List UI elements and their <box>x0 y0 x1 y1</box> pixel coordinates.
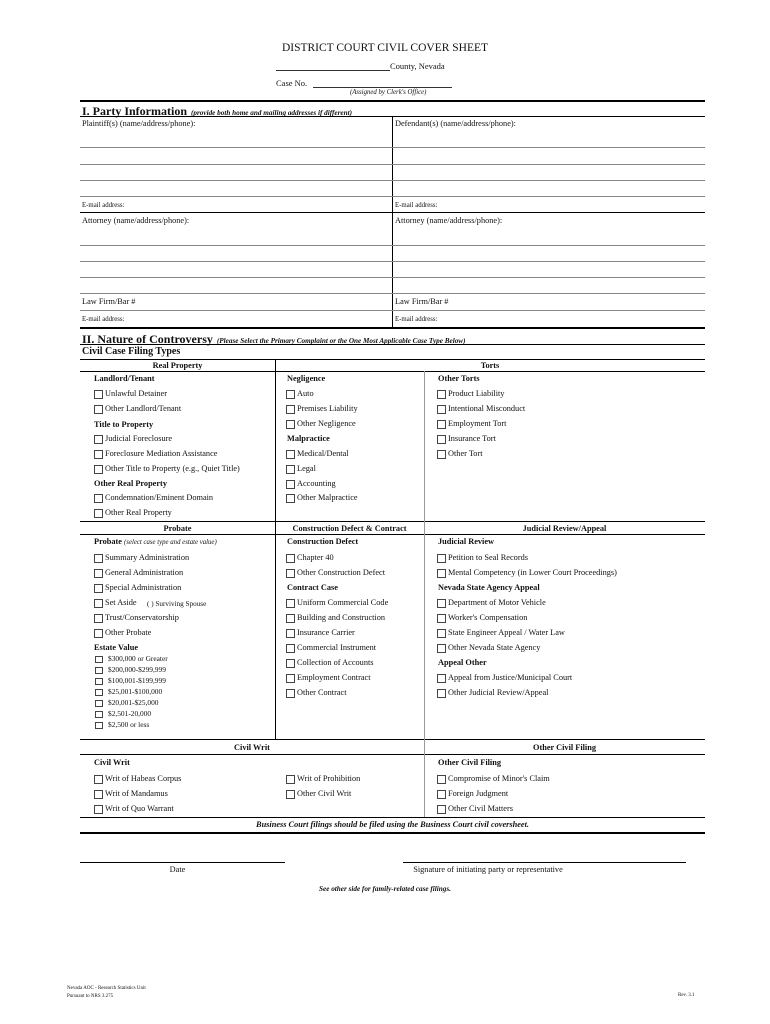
other-torts-header: Other Torts <box>438 374 480 383</box>
other-construction-checkbox[interactable] <box>286 569 295 578</box>
unlawful-detainer-checkbox[interactable] <box>94 390 103 399</box>
plaintiff-attorney-label: Attorney (name/address/phone): <box>82 216 190 225</box>
defendant-attorney-email-label: E-mail address: <box>395 316 438 323</box>
insurance-carrier-label: Insurance Carrier <box>297 628 355 637</box>
construction-header: Construction Defect & Contract <box>292 524 407 533</box>
attorney-line-3[interactable] <box>80 277 705 278</box>
building-construction-checkbox[interactable] <box>286 614 295 623</box>
probate-subheader: Probate (select case type and estate value) <box>94 537 217 546</box>
other-nv-agency-label: Other Nevada State Agency <box>448 643 541 652</box>
plaintiff-line-3[interactable] <box>80 180 705 181</box>
nv-agency-appeal-header: Nevada State Agency Appeal <box>438 583 540 592</box>
other-negligence-label: Other Negligence <box>297 419 356 428</box>
attorney-line-4[interactable] <box>80 293 705 294</box>
civil-writ-header: Civil Writ <box>234 743 270 752</box>
compromise-minor-checkbox[interactable] <box>437 775 446 784</box>
compromise-minor-label: Compromise of Minor's Claim <box>448 774 550 783</box>
trust-conservatorship-checkbox[interactable] <box>94 614 103 623</box>
other-landlord-checkbox[interactable] <box>94 405 103 414</box>
intentional-misconduct-checkbox[interactable] <box>437 405 446 414</box>
special-admin-checkbox[interactable] <box>94 584 103 593</box>
other-real-property-label: Other Real Property <box>105 508 172 517</box>
mental-competency-checkbox[interactable] <box>437 569 446 578</box>
other-civil-writ-label: Other Civil Writ <box>297 789 352 798</box>
chapter-40-checkbox[interactable] <box>286 554 295 563</box>
workers-comp-checkbox[interactable] <box>437 614 446 623</box>
dmv-label: Department of Motor Vehicle <box>448 598 546 607</box>
foreign-judgment-label: Foreign Judgment <box>448 789 509 798</box>
other-tort-label: Other Tort <box>448 449 483 458</box>
plaintiff-email-label: E-mail address: <box>82 202 125 209</box>
set-aside-label: Set Aside <box>105 598 137 607</box>
mandamus-checkbox[interactable] <box>94 790 103 799</box>
condemnation-checkbox[interactable] <box>94 494 103 503</box>
accounting-checkbox[interactable] <box>286 480 295 489</box>
petition-seal-checkbox[interactable] <box>437 554 446 563</box>
malpractice-header: Malpractice <box>287 434 330 443</box>
other-civil-filing-subheader: Other Civil Filing <box>438 758 501 767</box>
county-field[interactable] <box>276 70 390 71</box>
estate-value-label: $20,001-$25,000 <box>108 698 159 707</box>
condemnation-label: Condemnation/Eminent Domain <box>105 493 214 502</box>
business-court-note: Business Court filings should be filed using the Business Court civil coversheet. <box>256 820 529 829</box>
mandamus-label: Writ of Mandamus <box>105 789 168 798</box>
attorney-line-1[interactable] <box>80 245 705 246</box>
torts-header: Torts <box>480 361 500 370</box>
other-construction-label: Other Construction Defect <box>297 568 386 577</box>
employment-tort-label: Employment Tort <box>448 419 507 428</box>
employment-contract-checkbox[interactable] <box>286 674 295 683</box>
footer-left-line2: Pursuant to NRS 3.275 <box>67 994 114 999</box>
judicial-review-header: Judicial Review/Appeal <box>522 524 607 533</box>
foreclosure-mediation-label: Foreclosure Mediation Assistance <box>105 449 218 458</box>
estate-value-label: $2,501-20,000 <box>108 709 152 718</box>
premises-liability-checkbox[interactable] <box>286 405 295 414</box>
auto-label: Auto <box>297 389 314 398</box>
plaintiff-attorney-email-label: E-mail address: <box>82 316 125 323</box>
insurance-tort-checkbox[interactable] <box>437 435 446 444</box>
estate-value-header: Estate Value <box>94 643 139 652</box>
plaintiff-lawfirm-label: Law Firm/Bar # <box>82 297 136 306</box>
assigned-note: (Assigned by Clerk's Office) <box>350 89 427 96</box>
habeas-label: Writ of Habeas Corpus <box>105 774 182 783</box>
accounting-label: Accounting <box>297 479 336 488</box>
estate-value-label: $300,000 or Greater <box>108 654 168 663</box>
plaintiff-line-2[interactable] <box>80 164 705 165</box>
attorney-line-2[interactable] <box>80 261 705 262</box>
estate-value-label: $200,000-$299,999 <box>108 665 166 674</box>
dmv-checkbox[interactable] <box>437 599 446 608</box>
estate-value-checkbox[interactable] <box>95 656 103 663</box>
quo-warranto-label: Writ of Quo Warrant <box>105 804 174 813</box>
contract-case-header: Contract Case <box>287 583 338 592</box>
date-label: Date <box>169 865 186 874</box>
insurance-carrier-checkbox[interactable] <box>286 629 295 638</box>
probate-header: Probate <box>163 524 192 533</box>
other-malpractice-checkbox[interactable] <box>286 494 295 503</box>
other-nv-agency-checkbox[interactable] <box>437 644 446 653</box>
state-engineer-label: State Engineer Appeal / Water Law <box>448 628 565 637</box>
real-property-header: Real Property <box>152 361 203 370</box>
defendant-lawfirm-label: Law Firm/Bar # <box>395 297 449 306</box>
nature-heading: II. Nature of Controversy (Please Select the Primary Complaint or the One Most Applicable Case Type Below) <box>82 332 466 346</box>
estate-value-checkbox[interactable] <box>95 722 103 729</box>
state-engineer-checkbox[interactable] <box>437 629 446 638</box>
title-to-property-header: Title to Property <box>94 420 154 429</box>
estate-value-label: $25,001-$100,000 <box>108 687 163 696</box>
other-title-label: Other Title to Property (e.g., Quiet Title) <box>105 464 240 473</box>
unlawful-detainer-label: Unlawful Detainer <box>105 389 167 398</box>
construction-defect-header: Construction Defect <box>287 537 359 546</box>
other-judicial-review-checkbox[interactable] <box>437 689 446 698</box>
foreclosure-mediation-checkbox[interactable] <box>94 450 103 459</box>
quo-warranto-checkbox[interactable] <box>94 805 103 814</box>
landlord-tenant-header: Landlord/Tenant <box>94 374 155 383</box>
prohibition-label: Writ of Prohibition <box>297 774 361 783</box>
defendant-attorney-label: Attorney (name/address/phone): <box>395 216 503 225</box>
signature-field[interactable] <box>403 862 686 863</box>
estate-value-label: $2,500 or less <box>108 720 150 729</box>
other-contract-label: Other Contract <box>297 688 347 697</box>
other-civil-matters-label: Other Civil Matters <box>448 804 513 813</box>
intentional-misconduct-label: Intentional Misconduct <box>448 404 526 413</box>
plaintiff-label: Plaintiff(s) (name/address/phone): <box>82 119 196 128</box>
commercial-instrument-checkbox[interactable] <box>286 644 295 653</box>
form-title: DISTRICT COURT CIVIL COVER SHEET <box>281 42 489 54</box>
party-info-heading: I. Party Information (provide both home and mailing addresses if different) <box>82 104 352 118</box>
negligence-header: Negligence <box>287 374 326 383</box>
estate-value-checkbox[interactable] <box>95 678 103 685</box>
defendant-email-label: E-mail address: <box>395 202 438 209</box>
insurance-tort-label: Insurance Tort <box>448 434 496 443</box>
set-aside-checkbox[interactable] <box>94 599 103 608</box>
judicial-foreclosure-checkbox[interactable] <box>94 435 103 444</box>
defendant-label: Defendant(s) (name/address/phone): <box>395 119 516 128</box>
collection-accounts-checkbox[interactable] <box>286 659 295 668</box>
ucc-checkbox[interactable] <box>286 599 295 608</box>
signature-label: Signature of initiating party or representative <box>413 865 563 874</box>
surviving-spouse-label: ( ) Surviving Spouse <box>147 600 207 608</box>
other-civil-filing-header: Other Civil Filing <box>533 743 596 752</box>
collection-accounts-label: Collection of Accounts <box>297 658 374 667</box>
estate-value-checkbox[interactable] <box>95 700 103 707</box>
other-real-property-header: Other Real Property <box>94 479 167 488</box>
special-admin-label: Special Administration <box>105 583 182 592</box>
ucc-label: Uniform Commercial Code <box>297 598 389 607</box>
other-title-checkbox[interactable] <box>94 465 103 474</box>
case-no-label: Case No. <box>276 78 308 88</box>
other-civil-matters-checkbox[interactable] <box>437 805 446 814</box>
auto-checkbox[interactable] <box>286 390 295 399</box>
other-negligence-checkbox[interactable] <box>286 420 295 429</box>
petition-seal-label: Petition to Seal Records <box>448 553 528 562</box>
judicial-review-subheader: Judicial Review <box>438 537 494 546</box>
summary-admin-checkbox[interactable] <box>94 554 103 563</box>
habeas-checkbox[interactable] <box>94 775 103 784</box>
date-field[interactable] <box>80 862 285 863</box>
premises-liability-label: Premises Liability <box>297 404 358 413</box>
chapter-40-label: Chapter 40 <box>297 553 334 562</box>
mental-competency-label: Mental Competency (in Lower Court Proceedings) <box>448 568 617 577</box>
appeal-justice-label: Appeal from Justice/Municipal Court <box>448 673 573 682</box>
general-admin-label: General Administration <box>105 568 184 577</box>
other-malpractice-label: Other Malpractice <box>297 493 358 502</box>
other-tort-checkbox[interactable] <box>437 450 446 459</box>
other-contract-checkbox[interactable] <box>286 689 295 698</box>
estate-value-checkbox[interactable] <box>95 667 103 674</box>
employment-contract-label: Employment Contract <box>297 673 371 682</box>
estate-value-checkbox[interactable] <box>95 711 103 718</box>
product-liability-checkbox[interactable] <box>437 390 446 399</box>
footer-rev: Rev. 3.1 <box>678 993 695 998</box>
footer-left-line1: Nevada AOC - Research Statistics Unit <box>67 986 146 991</box>
plaintiff-line-1[interactable] <box>80 147 705 148</box>
appeal-other-header: Appeal Other <box>438 658 487 667</box>
legal-checkbox[interactable] <box>286 465 295 474</box>
medical-dental-checkbox[interactable] <box>286 450 295 459</box>
estate-value-label: $100,001-$199,999 <box>108 676 166 685</box>
other-probate-label: Other Probate <box>105 628 152 637</box>
foreign-judgment-checkbox[interactable] <box>437 790 446 799</box>
see-other-side-note: See other side for family-related case filings. <box>319 885 451 893</box>
summary-admin-label: Summary Administration <box>105 553 190 562</box>
appeal-justice-checkbox[interactable] <box>437 674 446 683</box>
plaintiff-line-4[interactable] <box>80 196 705 197</box>
medical-dental-label: Medical/Dental <box>297 449 349 458</box>
employment-tort-checkbox[interactable] <box>437 420 446 429</box>
other-probate-checkbox[interactable] <box>94 629 103 638</box>
civil-writ-subheader: Civil Writ <box>94 758 130 767</box>
product-liability-label: Product Liability <box>448 389 505 398</box>
other-judicial-review-label: Other Judicial Review/Appeal <box>448 688 549 697</box>
other-landlord-label: Other Landlord/Tenant <box>105 404 182 413</box>
judicial-foreclosure-label: Judicial Foreclosure <box>105 434 173 443</box>
legal-label: Legal <box>297 464 316 473</box>
other-real-property-checkbox[interactable] <box>94 509 103 518</box>
filing-types-title: Civil Case Filing Types <box>82 346 181 357</box>
building-construction-label: Building and Construction <box>297 613 386 622</box>
estate-value-checkbox[interactable] <box>95 689 103 696</box>
prohibition-checkbox[interactable] <box>286 775 295 784</box>
workers-comp-label: Worker's Compensation <box>448 613 528 622</box>
commercial-instrument-label: Commercial Instrument <box>297 643 377 652</box>
county-label: County, Nevada <box>390 61 445 71</box>
trust-conservatorship-label: Trust/Conservatorship <box>105 613 179 622</box>
general-admin-checkbox[interactable] <box>94 569 103 578</box>
other-civil-writ-checkbox[interactable] <box>286 790 295 799</box>
